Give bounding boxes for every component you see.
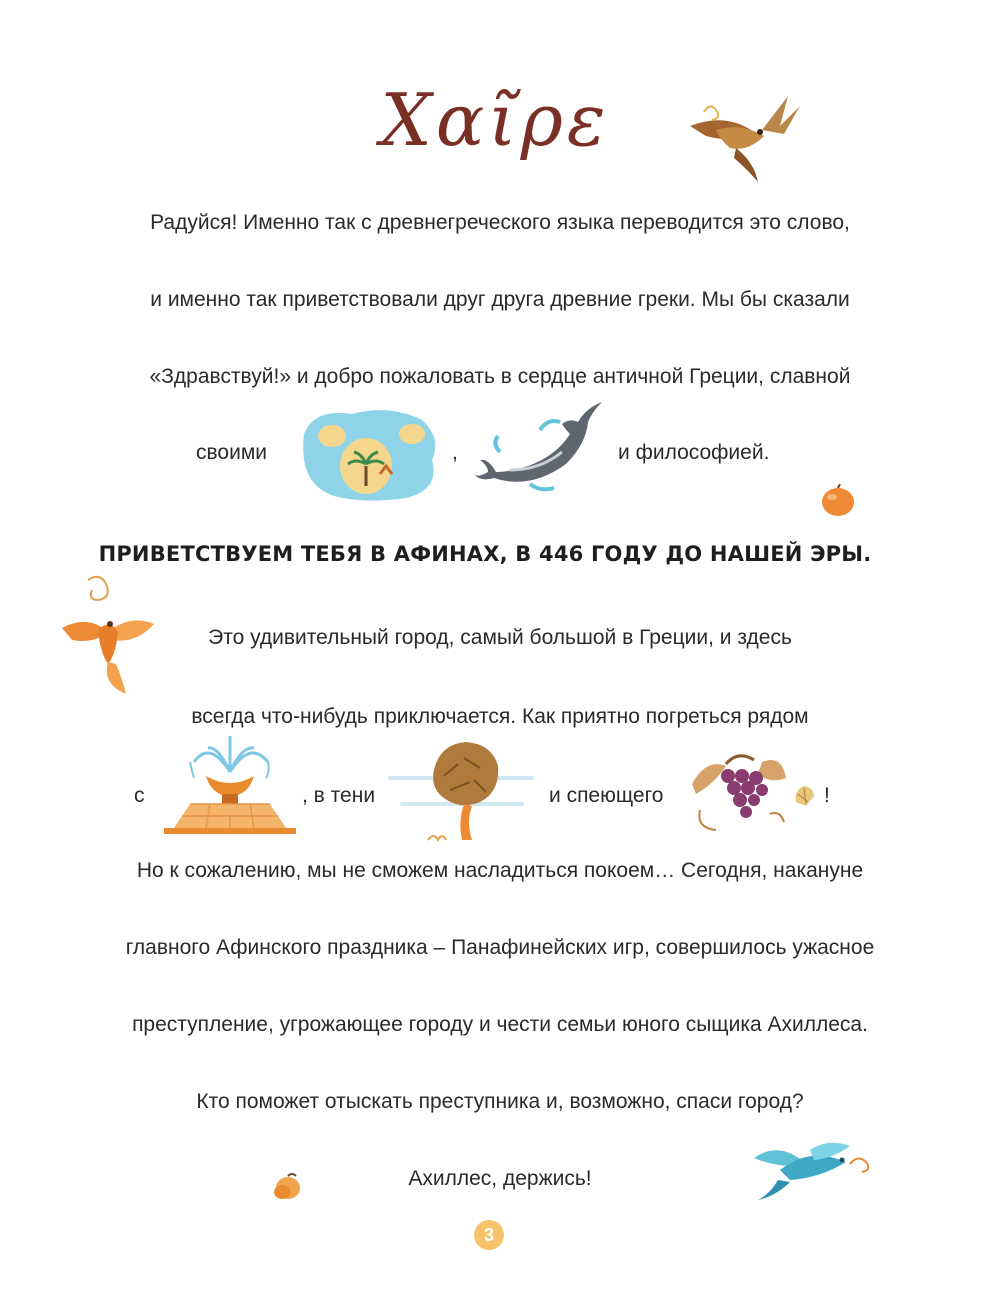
intro-comma: ,	[452, 441, 458, 464]
bird-icon	[676, 92, 804, 188]
grapes-icon	[686, 744, 790, 838]
story-line-3: преступление, угрожающее городу и чести семьи юного сыщика Ахиллеса.	[132, 1013, 868, 1036]
intro-line-1: Радуйся! Именно так с древнегреческого языка переводится это слово,	[150, 211, 850, 234]
fruit-icon	[270, 1172, 304, 1206]
city-word-ripening: и спеющего	[549, 784, 664, 807]
page-title: Χαῖρε	[380, 78, 610, 162]
fountain-icon	[160, 732, 300, 838]
section-heading: ПРИВЕТСТВУЕМ ТЕБЯ В АФИНАХ, В 446 ГОДУ ДО НАШЕЙ ЭРЫ.	[98, 542, 872, 566]
fruit-icon	[818, 484, 858, 520]
intro-line-3: «Здравствуй!» и добро пожаловать в сердце античной Греции, славной	[149, 365, 851, 388]
story-line-2: главного Афинского праздника – Панафинейских игр, совершилось ужасное	[125, 936, 875, 959]
olive-tree-icon	[388, 740, 534, 848]
story-line-5: Ахиллес, держись!	[408, 1167, 592, 1190]
city-exclamation: !	[824, 784, 830, 807]
intro-word-philosophy: и философией.	[618, 441, 770, 464]
story-line-1: Но к сожалению, мы не сможем насладиться покоем… Сегодня, накануне	[136, 859, 864, 882]
bird-icon	[750, 1138, 880, 1202]
city-word-s: с	[134, 784, 145, 807]
page-number: 3	[474, 1220, 504, 1250]
city-line-2: всегда что-нибудь приключается. Как приятно погреться рядом	[191, 705, 809, 728]
intro-line-2: и именно так приветствовали друг друга древние греки. Мы бы сказали	[150, 288, 850, 311]
city-line-1: Это удивительный город, самый большой в Греции, и здесь	[208, 626, 792, 649]
story-line-4: Кто поможет отыскать преступника и, возможно, спаси город?	[196, 1090, 804, 1113]
intro-word-svoimi: своими	[196, 441, 267, 464]
islands-map-icon	[294, 404, 444, 504]
dolphin-icon	[470, 400, 610, 496]
shell-icon	[792, 782, 818, 810]
city-word-in-shade: , в тени	[302, 784, 376, 807]
